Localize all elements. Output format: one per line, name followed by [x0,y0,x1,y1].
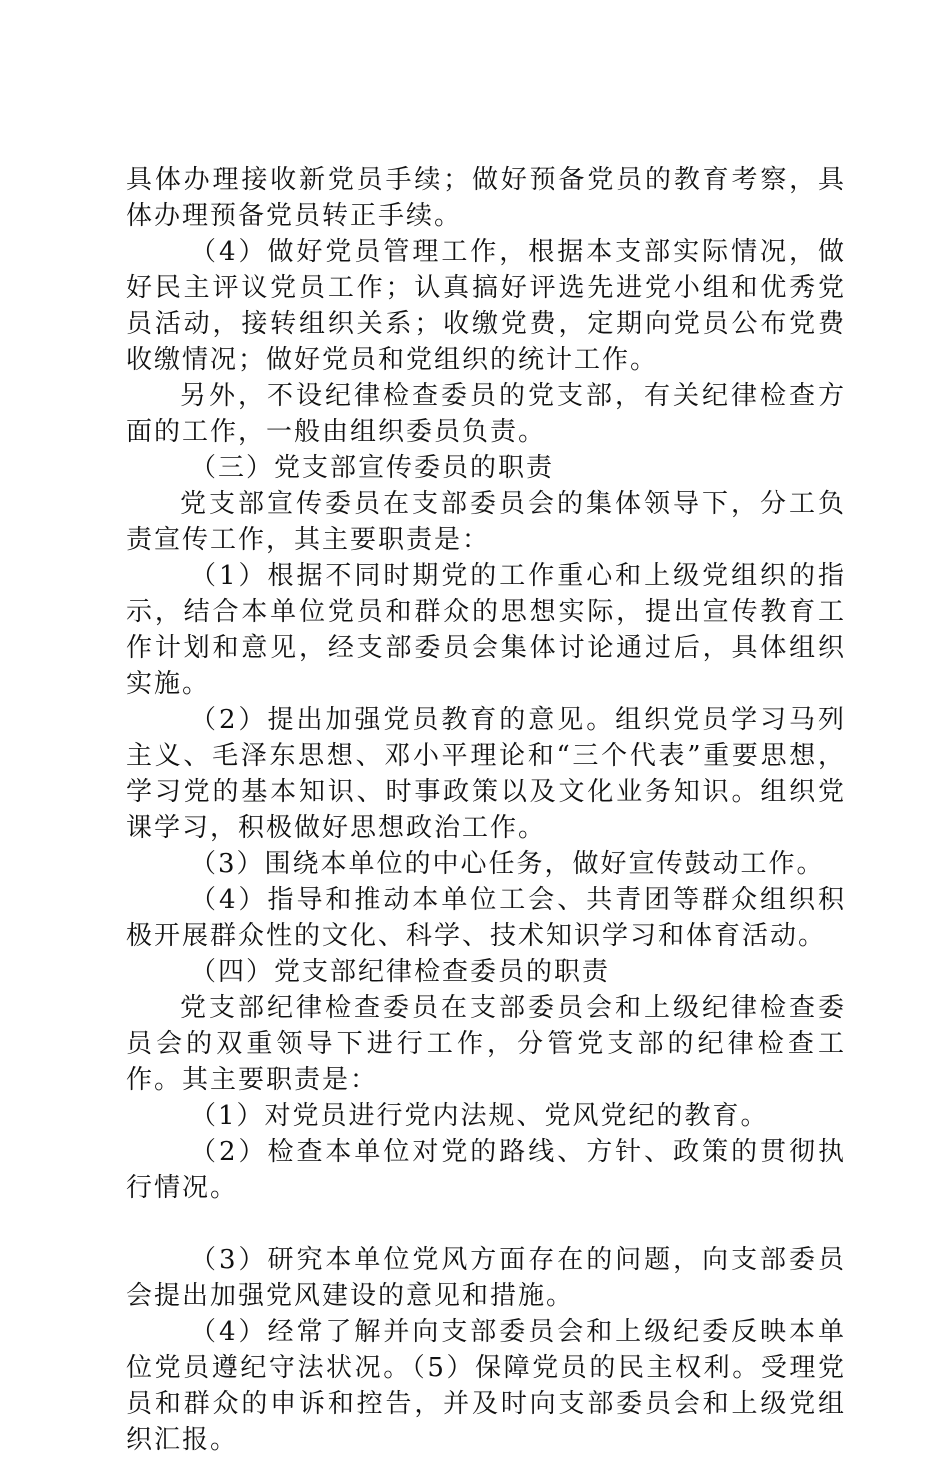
paragraph-5: （1）根据不同时期党的工作重心和上级党组织的指示，结合本单位党员和群众的思想实际，提出宣传教育工作计划和意见，经支部委员会集体讨论通过后，具体组织实施。 [126,561,846,699]
paragraph-8: （4）指导和推动本单位工会、共青团等群众组织积极开展群众性的文化、科学、技术知识学习和体育活动。 [126,885,846,951]
paragraph-12: （3）研究本单位党风方面存在的问题，向支部委员会提出加强党风建设的意见和措施。 [126,1245,846,1311]
paragraph-1: 具体办理接收新党员手续；做好预备党员的教育考察，具体办理预备党员转正手续。 [126,165,846,231]
document-body [126,162,846,1458]
paragraph-3: 另外，不设纪律检查委员的党支部，有关纪律检查方面的工作，一般由组织委员负责。 [126,381,846,447]
section-heading-3: （三）党支部宣传委员的职责 [190,453,555,483]
paragraph-2: （4）做好党员管理工作，根据本支部实际情况，做好民主评议党员工作；认真搞好评选先进党小组和优秀党员活动，接转组织关系；收缴党费，定期向党员公布党费收缴情况；做好党员和党组织的统计工作。 [126,237,846,375]
paragraph-7: （3）围绕本单位的中心任务，做好宣传鼓动工作。 [190,849,825,879]
paragraph-10: （1）对党员进行党内法规、党风党纪的教育。 [190,1101,769,1131]
paragraph-13: （4）经常了解并向支部委员会和上级纪委反映本单位党员遵纪守法状况。（5）保障党员的民主权利。受理党员和群众的申诉和控告，并及时向支部委员会和上级党组织汇报。 [126,1317,846,1455]
paragraph-6: （2）提出加强党员教育的意见。组织党员学习马列主义、毛泽东思想、邓小平理论和“三个代表”重要思想，学习党的基本知识、时事政策以及文化业务知识。组织党课学习，积极做好思想政治工作。 [126,705,846,843]
section-heading-4: （四）党支部纪律检查委员的职责 [190,957,611,987]
paragraph-4: 党支部宣传委员在支部委员会的集体领导下，分工负责宣传工作，其主要职责是： [126,489,846,555]
paragraph-9: 党支部纪律检查委员在支部委员会和上级纪律检查委员会的双重领导下进行工作，分管党支部的纪律检查工作。其主要职责是： [126,993,846,1095]
blank-line [126,1206,846,1242]
paragraph-11: （2）检查本单位对党的路线、方针、政策的贯彻执行情况。 [126,1137,846,1203]
